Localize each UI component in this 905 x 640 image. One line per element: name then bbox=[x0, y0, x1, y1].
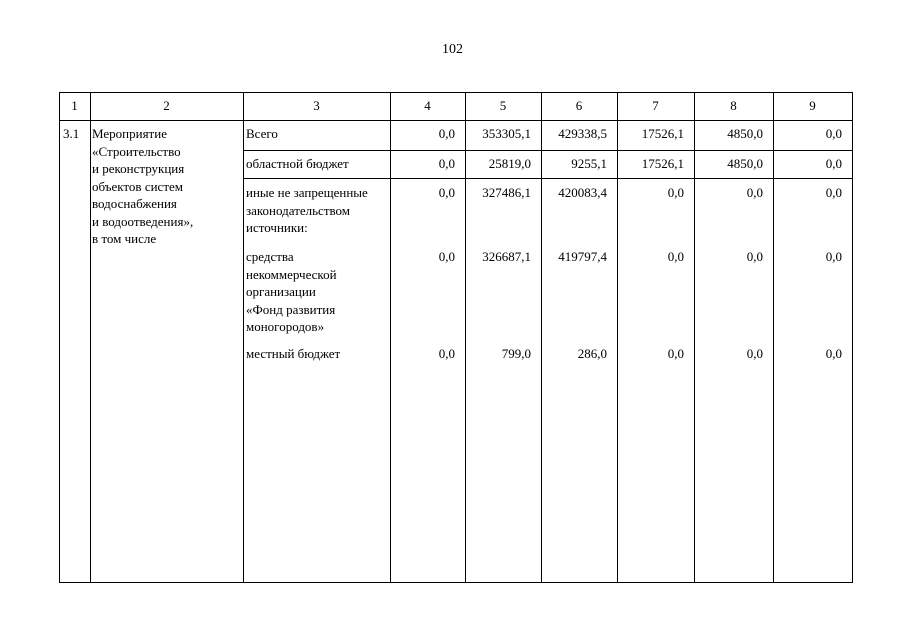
column-header: 5 bbox=[499, 98, 507, 113]
table-cell-value: 0,0 bbox=[746, 185, 763, 200]
table-cell-value: 420083,4 bbox=[558, 185, 607, 200]
table-cell-value: 0,0 bbox=[825, 249, 842, 264]
column-header: 2 bbox=[163, 98, 170, 113]
table-cell-value: 0,0 bbox=[438, 126, 455, 141]
table-cell-value: 25819,0 bbox=[488, 156, 531, 171]
funding-source: местный бюджет bbox=[246, 346, 341, 361]
column-header: 6 bbox=[575, 98, 583, 113]
column-header: 3 bbox=[313, 98, 320, 113]
table-cell-value: 0,0 bbox=[438, 156, 455, 171]
table-cell-value: 429338,5 bbox=[558, 126, 607, 141]
funding-source: Всего bbox=[246, 126, 278, 141]
column-header: 4 bbox=[424, 98, 431, 113]
table-row-divider bbox=[243, 150, 853, 151]
column-header: 9 bbox=[809, 98, 816, 113]
table-cell-value: 9255,1 bbox=[571, 156, 607, 171]
table-cell-value: 0,0 bbox=[667, 249, 684, 264]
column-header: 8 bbox=[730, 98, 737, 113]
page-number: 102 bbox=[442, 42, 463, 57]
table-cell-value: 0,0 bbox=[438, 346, 455, 361]
table-cell-value: 286,0 bbox=[577, 346, 607, 361]
table-column-divider bbox=[59, 92, 60, 583]
table-column-divider bbox=[852, 92, 853, 583]
table-cell-value: 0,0 bbox=[825, 185, 842, 200]
table-cell-value: 0,0 bbox=[667, 346, 684, 361]
table-cell-value: 0,0 bbox=[825, 126, 842, 141]
table-cell-value: 799,0 bbox=[501, 346, 531, 361]
item-number: 3.1 bbox=[63, 126, 80, 141]
funding-source: средства некоммерческой организации «Фонд развития моногородов» bbox=[246, 249, 337, 334]
funding-source: областной бюджет bbox=[246, 156, 349, 171]
funding-source: иные не запрещенные законодательством источники: bbox=[246, 185, 368, 235]
table-cell-value: 419797,4 bbox=[558, 249, 607, 264]
table-cell-value: 0,0 bbox=[438, 185, 455, 200]
table-cell-value: 353305,1 bbox=[482, 126, 531, 141]
table-cell-value: 327486,1 bbox=[482, 185, 531, 200]
table-cell-value: 0,0 bbox=[746, 249, 763, 264]
table-cell-value: 0,0 bbox=[825, 346, 842, 361]
item-title: Мероприятие «Строительство и реконструкция объектов систем водоснабжения и водоотведения», в том числе bbox=[92, 126, 194, 246]
column-header: 1 bbox=[71, 98, 78, 113]
table-cell-value: 326687,1 bbox=[482, 249, 531, 264]
table-border-bottom bbox=[59, 582, 853, 583]
table-cell-value: 0,0 bbox=[825, 156, 842, 171]
table-column-divider bbox=[243, 92, 244, 583]
table-cell-value: 4850,0 bbox=[727, 126, 763, 141]
table-cell-value: 0,0 bbox=[746, 346, 763, 361]
table-cell-value: 4850,0 bbox=[727, 156, 763, 171]
table-border-top bbox=[59, 92, 853, 93]
table-cell-value: 0,0 bbox=[438, 249, 455, 264]
table-row-divider bbox=[243, 178, 853, 179]
table-cell-value: 0,0 bbox=[667, 185, 684, 200]
table-cell-value: 17526,1 bbox=[641, 156, 684, 171]
column-header: 7 bbox=[652, 98, 659, 113]
table-column-divider bbox=[90, 92, 91, 583]
table-header-divider bbox=[59, 120, 853, 121]
table-cell-value: 17526,1 bbox=[641, 126, 684, 141]
